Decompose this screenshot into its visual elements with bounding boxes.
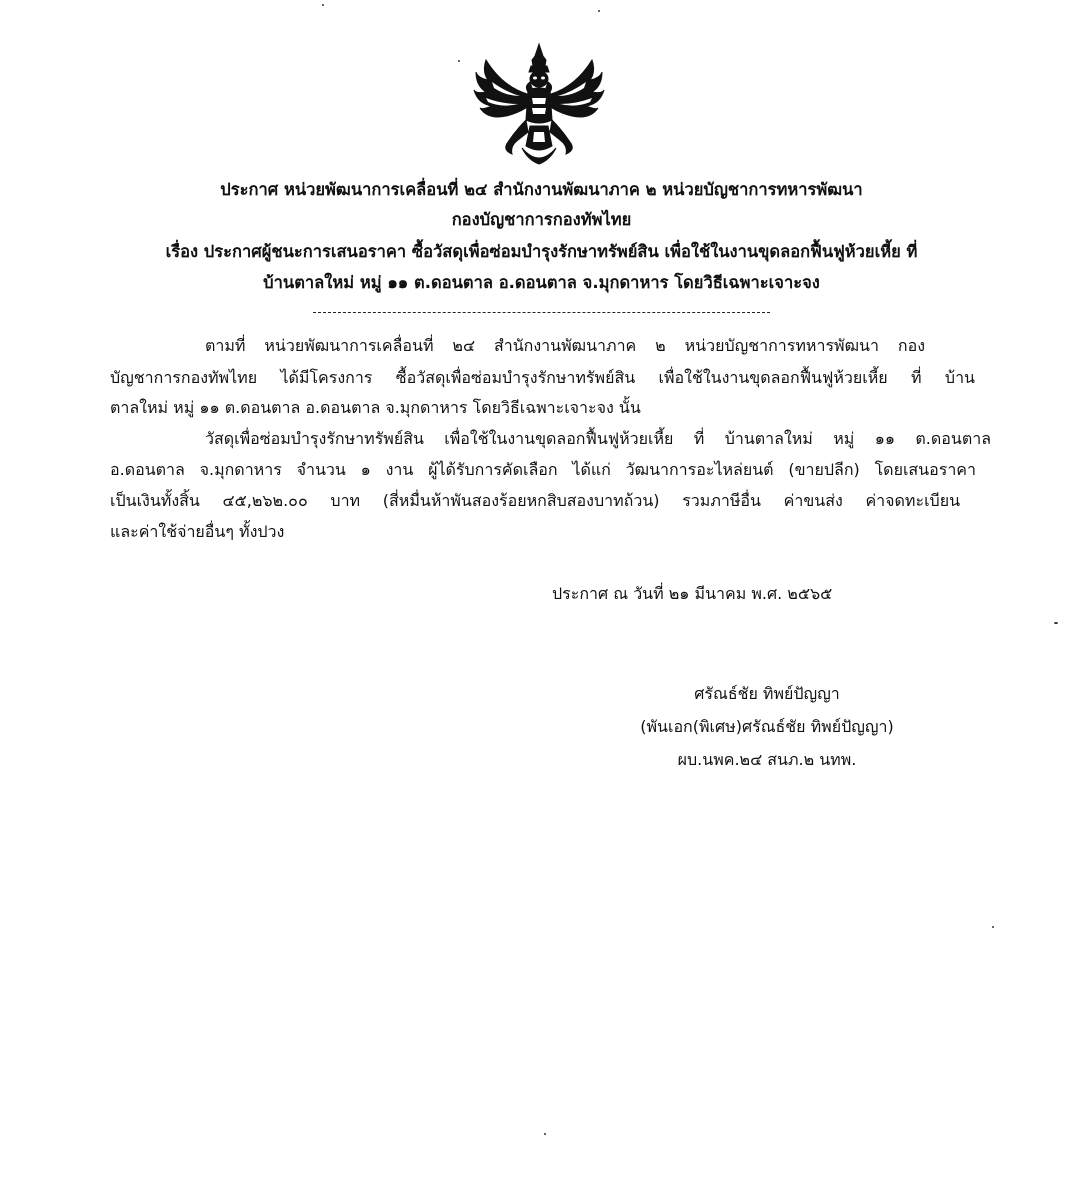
- paragraph-2-line-4: และค่าใช้จ่ายอื่นๆ ทั้งปวง: [110, 522, 285, 541]
- subject-line-2: บ้านตาลใหม่ หมู่ ๑๑ ต.ดอนตาล อ.ดอนตาล จ.มุกดาหาร โดยวิธีเฉพาะเจาะจง: [263, 273, 820, 292]
- paragraph-2-line-3: เป็นเงินทั้งสิ้น ๔๕,๒๖๒.๐๐ บาท (สี่หมื่นห้าพันสองร้อยหกสิบสองบาทถ้วน) รวมภาษีอื่น ค่าขนส่ง ค่าจดทะเบียน: [110, 491, 960, 510]
- garuda-emblem-icon: [472, 42, 606, 168]
- scan-speck: [1054, 622, 1058, 624]
- paragraph-2-line-2: อ.ดอนตาล จ.มุกดาหาร จำนวน ๑ งาน ผู้ได้รับการคัดเลือก ได้แก่ วัฒนาการอะไหล่ยนต์ (ขายปลีก) โดยเสนอราคา: [110, 460, 976, 479]
- heading-divider: [313, 312, 770, 313]
- heading-line-2: กองบัญชาการกองทัพไทย: [451, 210, 632, 229]
- scan-speck: [598, 10, 600, 12]
- scan-speck: [322, 4, 324, 6]
- signature-full-title: (พันเอก(พิเศษ)ศรัณธ์ชัย ทิพย์ปัญญา): [640, 717, 894, 736]
- paragraph-1-line-1: ตามที่ หน่วยพัฒนาการเคลื่อนที่ ๒๔ สำนักงานพัฒนาภาค ๒ หน่วยบัญชาการทหารพัฒนา กอง: [205, 336, 925, 355]
- paragraph-1-line-2: บัญชาการกองทัพไทย ได้มีโครงการ ซื้อวัสดุเพื่อซ่อมบำรุงรักษาทรัพย์สิน เพื่อใช้ในงานขุดลอกฟื้นฟูห้วยเหี้ย ที่ บ้าน: [110, 368, 975, 387]
- subject-line-1: เรื่อง ประกาศผู้ชนะการเสนอราคา ซื้อวัสดุเพื่อซ่อมบำรุงรักษาทรัพย์สิน เพื่อใช้ในงานขุดลอกฟื้นฟูห้วยเหี้ย ที่: [165, 242, 918, 261]
- scan-speck: [992, 926, 994, 928]
- paragraph-1-line-3: ตาลใหม่ หมู่ ๑๑ ต.ดอนตาล อ.ดอนตาล จ.มุกดาหาร โดยวิธีเฉพาะเจาะจง นั้น: [110, 398, 641, 417]
- signature-position: ผบ.นพค.๒๔ สนภ.๒ นทพ.: [677, 750, 857, 769]
- scan-speck: [544, 1133, 546, 1135]
- announcement-date: ประกาศ ณ วันที่ ๒๑ มีนาคม พ.ศ. ๒๕๖๕: [552, 584, 833, 603]
- signature-name: ศรัณธ์ชัย ทิพย์ปัญญา: [694, 684, 840, 703]
- scan-speck: [458, 60, 460, 62]
- heading-line-1: ประกาศ หน่วยพัฒนาการเคลื่อนที่ ๒๔ สำนักงานพัฒนาภาค ๒ หน่วยบัญชาการทหารพัฒนา: [220, 180, 863, 199]
- paragraph-2-line-1: วัสดุเพื่อซ่อมบำรุงรักษาทรัพย์สิน เพื่อใช้ในงานขุดลอกฟื้นฟูห้วยเหี้ย ที่ บ้านตาลใหม่ หมู่ ๑๑ ต.ดอนตาล: [205, 429, 991, 448]
